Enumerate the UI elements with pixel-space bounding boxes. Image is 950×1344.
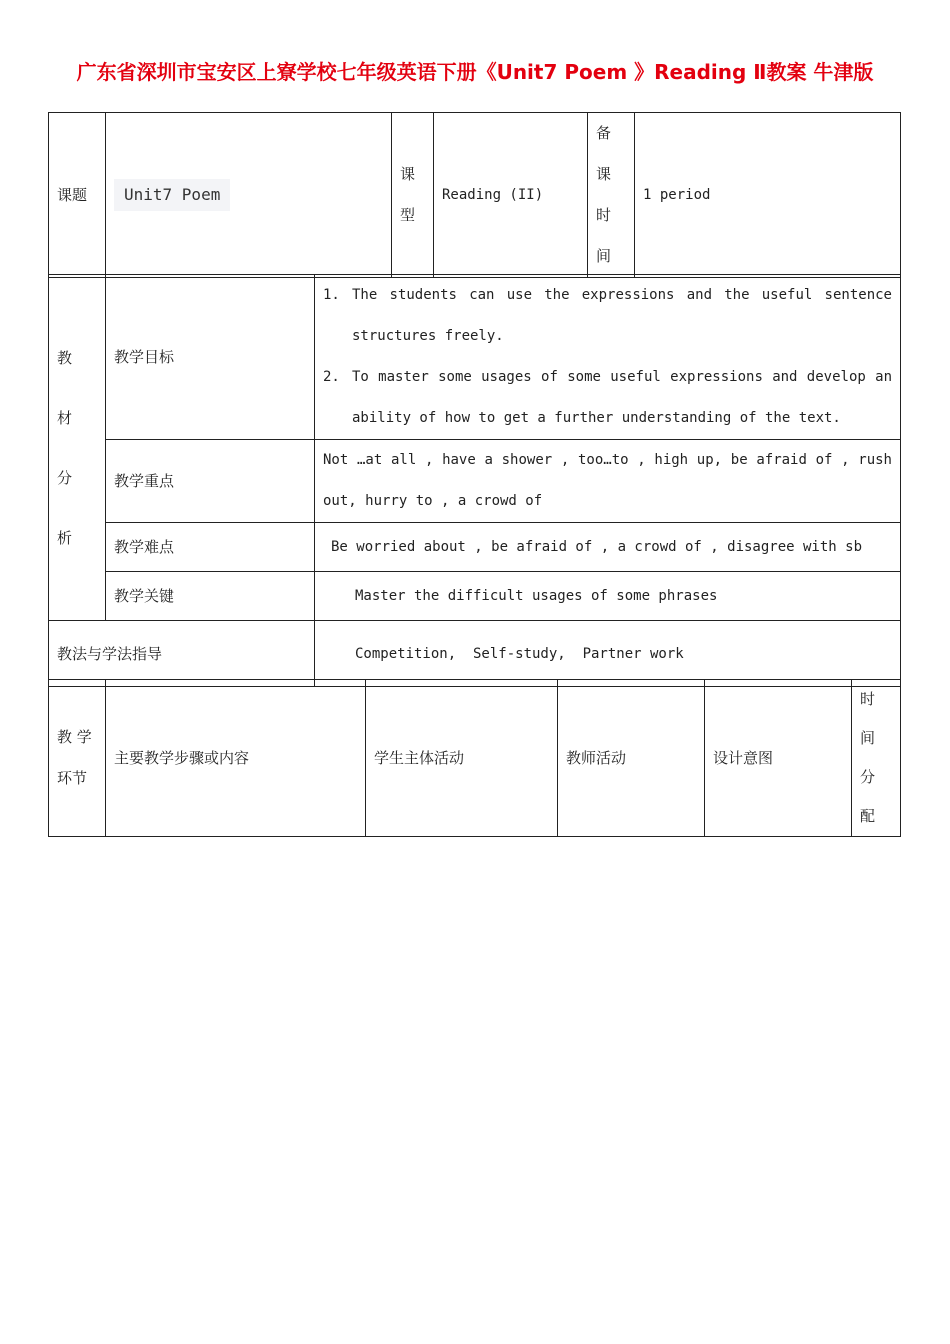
analysis-table <box>48 274 901 687</box>
analysis-section-label: 教 材 分 析 <box>49 275 106 621</box>
time-value: 1 period <box>635 113 901 278</box>
objectives-cell <box>315 275 901 440</box>
type-value: Reading (II) <box>434 113 588 278</box>
document-title: 广东省深圳市宝安区上寮学校七年级英语下册《Unit7 Poem 》Reading Ⅱ教案 牛津版 <box>76 60 874 84</box>
main-steps-header: 主要教学步骤或内容 <box>106 680 366 837</box>
stage-label: 教 学 环节 <box>49 680 106 837</box>
topic-label: 课题 <box>49 113 106 278</box>
difficulties-value: Be worried about , be afraid of , a crowd of , disagree with sb <box>315 523 901 572</box>
type-label: 课 型 <box>392 113 434 278</box>
student-activity-header: 学生主体活动 <box>366 680 558 837</box>
methods-value: Competition, Self-study, Partner work <box>315 621 901 687</box>
methods-label: 教法与学法指导 <box>49 621 315 687</box>
key-points-value: Not …at all , have a shower , too…to , high up, be afraid of , rush out, hurry to , a crowd of <box>315 440 901 523</box>
header-table <box>48 112 901 278</box>
time-label: 备 课 时 间 <box>588 113 635 278</box>
topic-value: Unit7 Poem <box>114 179 230 211</box>
objective-item: 2. To master some usages of some useful expressions and develop an ability of how to get a further understanding of the text. <box>323 369 892 426</box>
teacher-activity-header: 教师活动 <box>558 680 705 837</box>
key-points-label: 教学重点 <box>106 440 315 523</box>
topic-value-cell <box>106 113 392 278</box>
objective-item: 1. The students can use the expressions and the useful sentence structures freely. <box>323 287 892 344</box>
key-label: 教学关键 <box>106 572 315 621</box>
time-allocation-header: 时 间 分 配 <box>852 680 901 837</box>
design-intent-header: 设计意图 <box>705 680 852 837</box>
key-value: Master the difficult usages of some phrases <box>315 572 901 621</box>
objectives-label: 教学目标 <box>106 275 315 440</box>
difficulties-label: 教学难点 <box>106 523 315 572</box>
steps-table <box>48 679 901 837</box>
